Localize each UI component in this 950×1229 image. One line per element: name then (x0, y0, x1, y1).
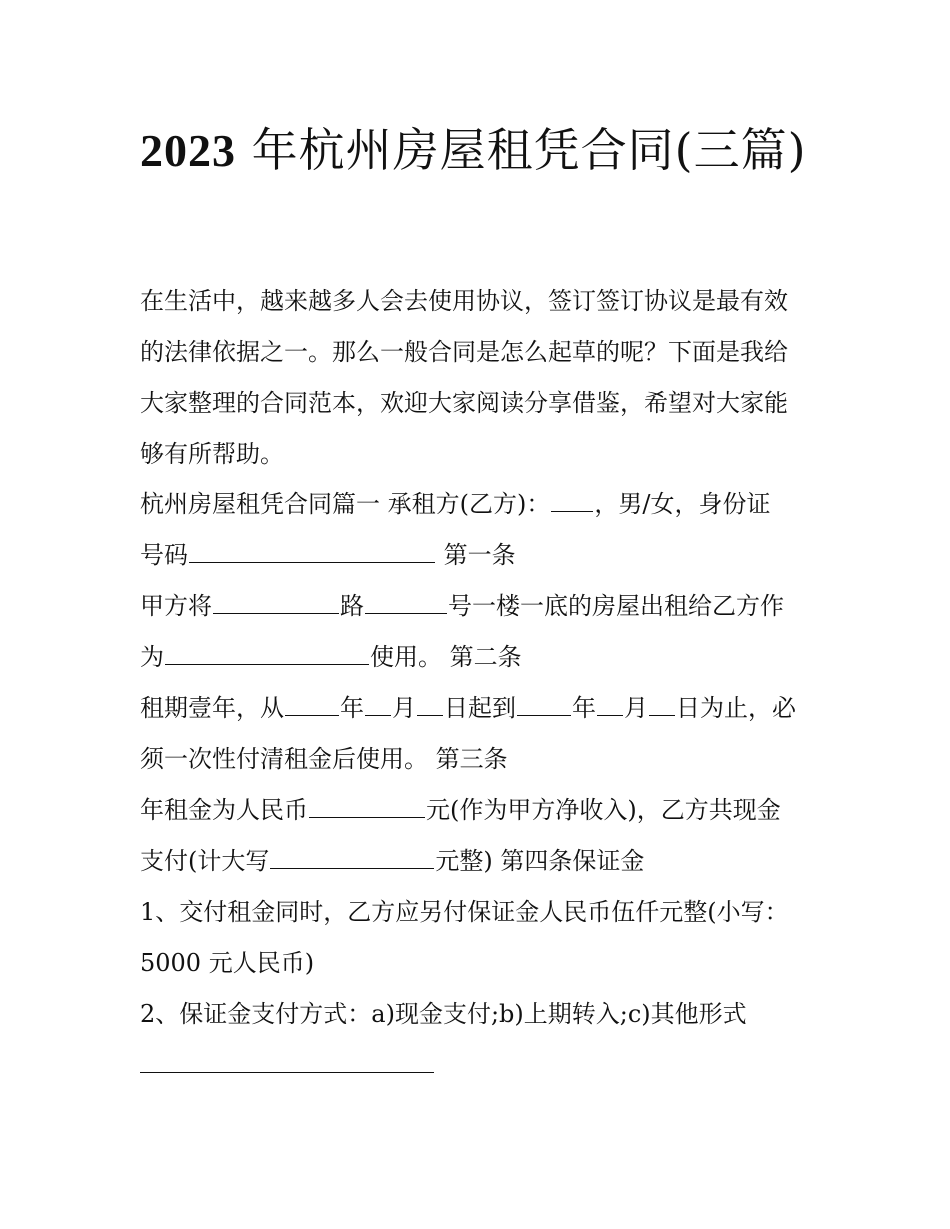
year-label: 年 (340, 694, 364, 722)
start-to-label: 日起到 (444, 694, 516, 722)
intro-paragraph (140, 276, 820, 480)
id-number-blank[interactable] (189, 530, 435, 563)
address-suffix: 号一楼一底的房屋出租给乙方作 (448, 592, 784, 620)
id-number-line (140, 530, 820, 581)
end-year-blank[interactable] (517, 683, 571, 716)
road-label: 路 (340, 592, 364, 620)
gender-id-label: ，男/女，身份证 (594, 490, 771, 518)
contract-body (140, 479, 820, 1091)
other-form-blank[interactable] (140, 1040, 434, 1073)
rent-suffix: 元(作为甲方净收入)，乙方共现金 (426, 796, 781, 824)
address-prefix: 甲方将 (140, 592, 212, 620)
tenant-name-blank[interactable] (551, 479, 593, 512)
term-suffix: 日为止，必 (676, 694, 796, 722)
start-month-blank[interactable] (365, 683, 391, 716)
intro-line: 够有所帮助。 (140, 440, 284, 468)
usage-blank[interactable] (165, 632, 369, 665)
start-day-blank[interactable] (417, 683, 443, 716)
tenant-line (140, 479, 820, 530)
start-year-blank[interactable] (285, 683, 339, 716)
rent-line (140, 785, 820, 836)
month-label: 月 (392, 694, 416, 722)
rent-amount-blank[interactable] (309, 785, 425, 818)
month-label: 月 (624, 694, 648, 722)
capital-amount-blank[interactable] (270, 836, 434, 869)
address-line (140, 581, 820, 632)
article-two-heading: 使用。 第二条 (370, 643, 522, 671)
title-text: 年杭州房屋租凭合同(三篇) (251, 123, 807, 177)
title-year: 2023 (140, 125, 236, 176)
usage-line (140, 632, 820, 683)
road-blank[interactable] (213, 581, 339, 614)
intro-line: 的法律依据之一。那么一般合同是怎么起草的呢？下面是我给 (140, 338, 788, 366)
number-blank[interactable] (365, 581, 447, 614)
deposit-clause-2: 2、保证金支付方式：a)现金支付;b)上期转入;c)其他形式 (140, 1000, 747, 1028)
capital-amount-label: 支付(计大写 (140, 847, 270, 875)
usage-prefix: 为 (140, 643, 164, 671)
other-form-line (140, 1040, 820, 1091)
tenant-label: 杭州房屋租凭合同篇一 承租方(乙方)： (140, 490, 551, 518)
intro-line: 大家整理的合同范本，欢迎大家阅读分享借鉴，希望对大家能 (140, 389, 788, 417)
article-four-heading: 元整) 第四条保证金 (435, 847, 645, 875)
document-title (140, 112, 820, 189)
deposit-clause-1-cont: 5000 元人民币) (140, 949, 315, 977)
intro-line: 在生活中，越来越多人会去使用协议，签订签订协议是最有效 (140, 287, 788, 315)
deposit-clause-1: 1、交付租金同时，乙方应另付保证金人民币伍仟元整(小写： (140, 898, 789, 926)
end-month-blank[interactable] (597, 683, 623, 716)
year-label: 年 (572, 694, 596, 722)
term-line (140, 683, 820, 734)
id-number-label: 号码 (140, 541, 188, 569)
end-day-blank[interactable] (649, 683, 675, 716)
term-prefix: 租期壹年，从 (140, 694, 284, 722)
rent-capital-line (140, 836, 820, 887)
rent-label: 年租金为人民币 (140, 796, 308, 824)
article-one-heading: 第一条 (436, 541, 516, 569)
payment-terms-line: 须一次性付清租金后使用。 第三条 (140, 745, 508, 773)
